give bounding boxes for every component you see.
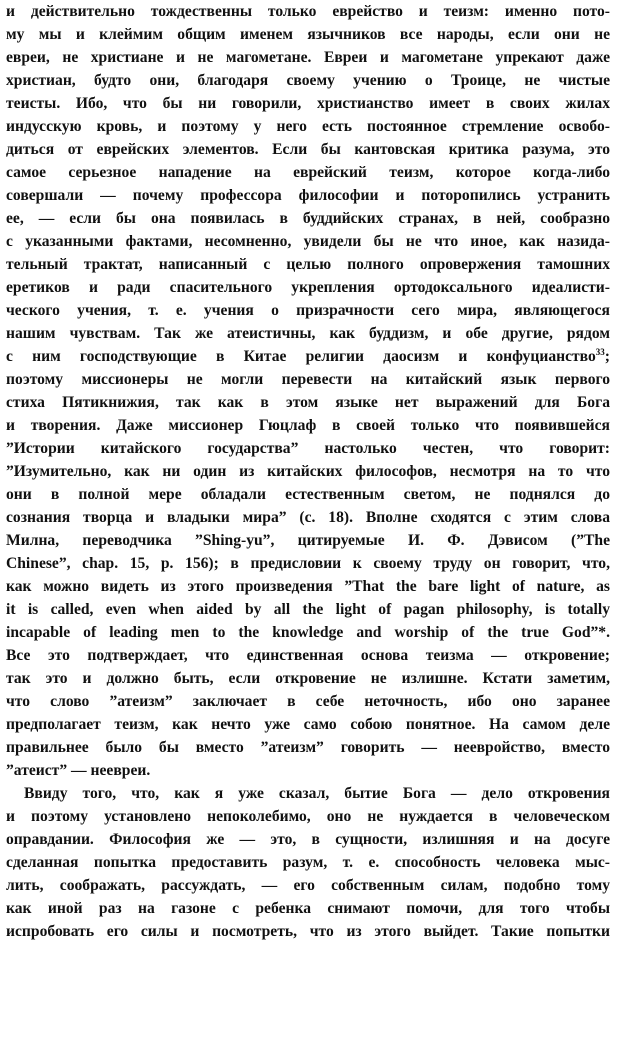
text-line: испробовать его силы и посмотреть, что из этого выйдет. Такие попытки: [6, 923, 610, 940]
text-line: ческого учения, т. е. учения о призрачности сего мира, являющегося: [6, 302, 610, 319]
text-line: Chinese”, chap. 15, p. 156); в предисловии к своему труду он говорит, что,: [6, 555, 610, 572]
text-line: совершали — почему профессора философии и поторопились устранить: [6, 187, 610, 204]
text-line: как можно видеть из этого произведения ”That the bare light of nature, as: [6, 578, 610, 595]
text-line: Ввиду того, что, как я уже сказал, бытие Бога — дело откровения: [24, 785, 610, 802]
text-line: христиан, будто они, благодаря своему учению о Троице, не чистые: [6, 72, 610, 89]
text-line: они в полной мере обладали естественным светом, не поднялся до: [6, 486, 610, 503]
text-line: Милна, переводчика ”Shing-yu”, цитируемые И. Ф. Дэвисом (”The: [6, 532, 610, 549]
text-line: так это и должно быть, если откровение не излишне. Кстати заметим,: [6, 670, 610, 687]
text-line: и поэтому установлено непоколебимо, оно не нуждается в человеческом: [6, 808, 610, 825]
text-line: что слово ”атеизм” заключает в себе неточность, ибо оно заранее: [6, 693, 610, 710]
text-line: диться от еврейских элементов. Если бы кантовская критика разума, это: [6, 141, 610, 158]
text-line: евреи, не христиане и не магометане. Евреи и магометане упрекают даже: [6, 49, 610, 66]
text-line: Все это подтверждает, что единственная основа теизма — откровение;: [6, 647, 610, 664]
text-line: ее, — если бы она появилась в буддийских странах, в ней, сообразно: [6, 210, 610, 227]
text-line: incapable of leading men to the knowledge and worship of the true God”*.: [6, 624, 610, 641]
text-line: му мы и клеймим общим именем язычников все народы, если они не: [6, 26, 610, 43]
text-line: нашим чувствам. Так же атеистичны, как буддизм, и обе другие, рядом: [6, 325, 610, 342]
text-line: стиха Пятикнижия, так как в этом языке нет выражений для Бога: [6, 394, 610, 411]
text-line: еретиков и ради спасительного укрепления ортодоксального идеалисти-: [6, 279, 610, 296]
text-line: поэтому миссионеры не могли перевести на китайский язык первого: [6, 371, 610, 388]
text-line: и творения. Даже миссионер Гюцлаф в своей только что появившейся: [6, 417, 610, 434]
text-line: с указанными фактами, несомненно, увидели бы не что иное, как назида-: [6, 233, 610, 250]
text-line: теисты. Ибо, что бы ни говорили, христианство имеет в своих жилах: [6, 95, 610, 112]
text-line: лить, соображать, рассуждать, — его собственным силам, подобно тому: [6, 877, 610, 894]
text-line: ”атеист” — неевреи.: [6, 762, 151, 779]
text-line: тельный трактат, написанный с целью полного опровержения тамошних: [6, 256, 610, 273]
text-line: ”Истории китайского государства” настолько честен, что говорит:: [6, 440, 610, 457]
text-line-suffix: ;: [604, 348, 610, 365]
text-line: и действительно тождественны только еврейство и теизм: именно пото-: [6, 3, 610, 20]
text-line: правильнее было бы вместо ”атеизм” говорить — неевройство, вместо: [6, 739, 610, 756]
text-line: it is called, even when aided by all the light of pagan philosophy, is totally: [6, 601, 610, 618]
text-line-content: с ним господствующие в Китае религии даосизм и конфуцианство: [6, 348, 596, 365]
text-line: сделанная попытка предоставить разум, т. е. способность человека мыс-: [6, 854, 610, 871]
text-line: ”Изумительно, как ни один из китайских философов, несмотря на то что: [6, 463, 610, 480]
text-line: предполагает теизм, как нечто уже само собою понятное. На самом деле: [6, 716, 610, 733]
footnote-reference[interactable]: 33: [595, 346, 605, 357]
text-line: самое серьезное нападение на еврейский теизм, которое когда-либо: [6, 164, 610, 181]
text-line: индусскую кровь, и поэтому у него есть постоянное стремление освобо-: [6, 118, 610, 135]
text-line: оправдании. Философия же — это, в сущности, излишняя и на досуге: [6, 831, 610, 848]
text-line: как иной раз на газоне с ребенка снимают помочи, для того чтобы: [6, 900, 610, 917]
text-line: сознания творца и владыки мира” (с. 18). Вполне сходятся с этим слова: [6, 509, 610, 526]
text-line: [6, 345, 610, 368]
